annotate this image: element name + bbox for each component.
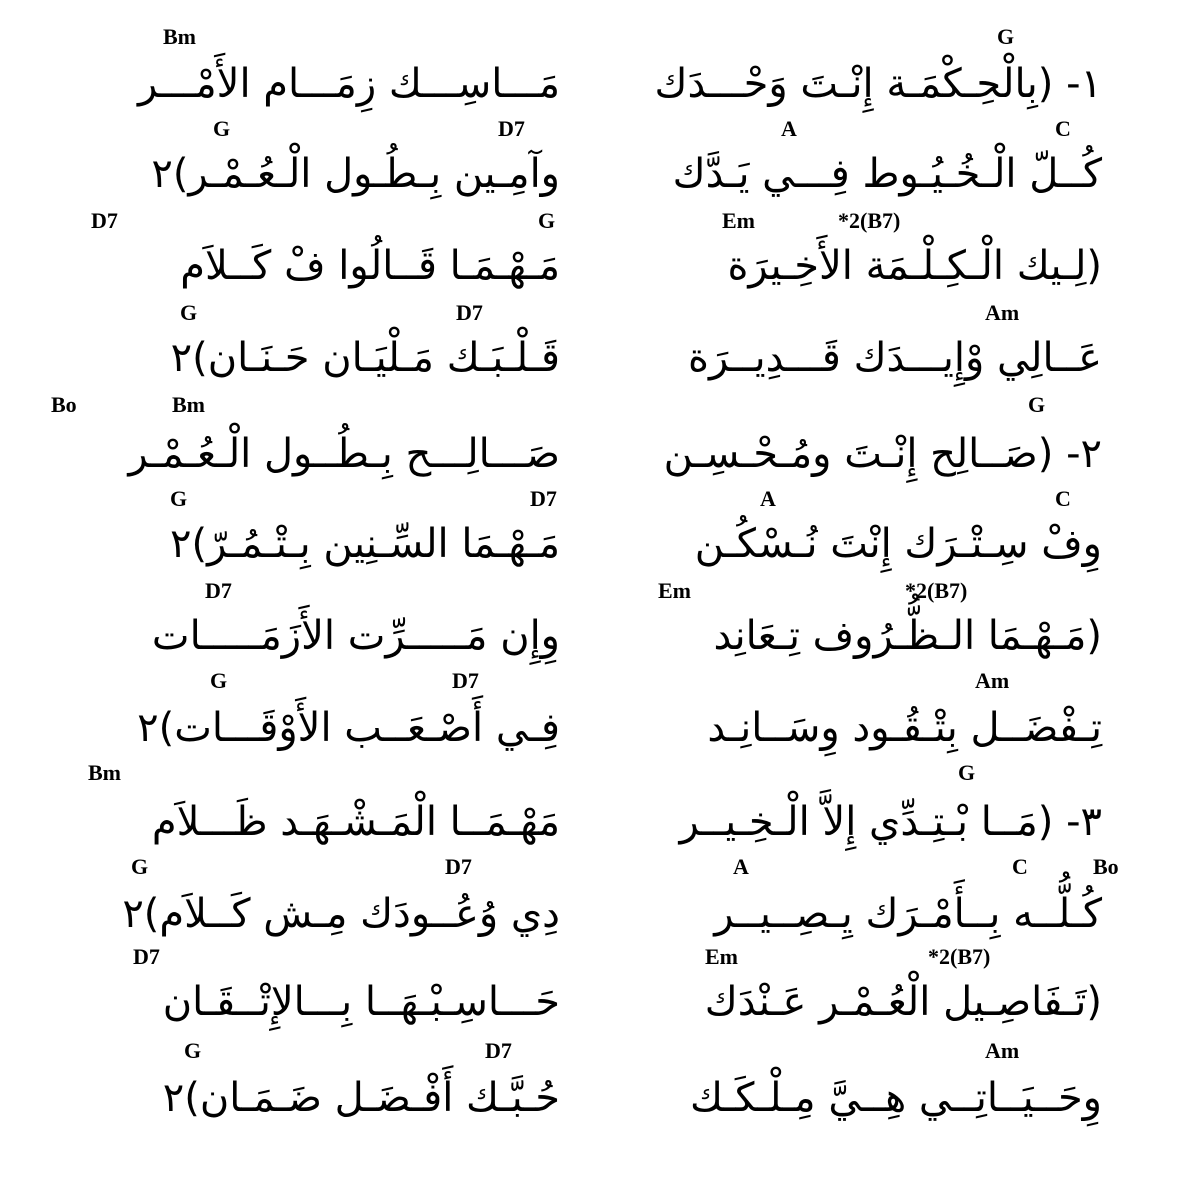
lyric-line: وِإِن مَـــــرِّت الأَزَمَـــــات xyxy=(151,613,560,659)
lyric-line: تِـفْضَــل بِتْـقُـود وِسَــانِـد xyxy=(707,705,1102,751)
chord: G xyxy=(958,760,976,785)
chord: Em xyxy=(722,208,755,233)
lyric-line: مَهْـمَــا الْمَـشْـهَـد ظَـــلاَم xyxy=(151,799,560,845)
lyric-line: حَـــاسِـبْـهَــا بِـــالإِتْــقَـان xyxy=(162,979,560,1025)
lyric-line: عَــالِي وْإِيـــدَك قَـــدِيــرَة xyxy=(687,335,1102,381)
lyric-line: صَـــالِـــح بِـطُــول الْـعُـمْـر xyxy=(128,431,560,477)
chord: Bm xyxy=(163,24,196,49)
chord: C xyxy=(1012,854,1028,879)
lyric-line: (تَـفَاصِـيل الْعُـمْـر عَـنْدَك xyxy=(704,979,1102,1025)
lyric-line: ٣- (مَــا بْـتِـدِّي إِلاَّ الْـخِـيــر xyxy=(679,799,1102,845)
lyric-line: وِحَــيَــاتِــي هِــيَّ مِـلْـكَـك xyxy=(689,1075,1102,1121)
chord: C xyxy=(1055,486,1071,511)
lyric-line: وِفْ سِـتْـرَك إِنْتَ نُـسْكُـن xyxy=(694,521,1102,567)
chord: G xyxy=(997,24,1015,49)
chord: G xyxy=(210,668,228,693)
chord: D7 xyxy=(133,944,160,969)
chord: D7 xyxy=(452,668,479,693)
chord: A xyxy=(781,116,797,141)
chord: *2(B7) xyxy=(905,578,968,603)
chord: Em xyxy=(705,944,738,969)
chord: A xyxy=(760,486,776,511)
chord: D7 xyxy=(205,578,232,603)
lyric-line: دِي وُعُــودَك مِـش كَــلاَم)٢ xyxy=(122,891,560,937)
chord: Am xyxy=(975,668,1010,693)
chord: G xyxy=(131,854,149,879)
chord: D7 xyxy=(498,116,525,141)
chord: D7 xyxy=(445,854,472,879)
lyric-line: مَـهْـمَـا قَــالُوا فْ كَــلاَم xyxy=(180,243,560,289)
lyric-line: (لِـيك الْـكِـلْـمَة الأَخِـيرَة xyxy=(727,243,1102,289)
lyric-line: قَـلْـبَـك مَـلْيَـان حَـنَـان)٢ xyxy=(170,335,560,381)
chord: G xyxy=(213,116,231,141)
lyric-line: كُــلّ الْـخُـيُـوط فِـــي يَـدَّك xyxy=(672,151,1102,197)
chord: A xyxy=(733,854,749,879)
chord: Bo xyxy=(1093,854,1119,879)
lyric-line: حُـبَّـك أَفْـضَـل ضَـمَـان)٢ xyxy=(162,1075,560,1121)
chord: *2(B7) xyxy=(838,208,901,233)
chord: Bm xyxy=(88,760,121,785)
chord: G xyxy=(538,208,556,233)
lyric-line: مَـــاسِـــك زِمَـــام الأَمْـــر xyxy=(137,61,560,107)
chord: Bm xyxy=(172,392,205,417)
chord: Bo xyxy=(51,392,77,417)
lyric-line: فِـي أَصْـعَــب الأَوْقَـــات)٢ xyxy=(137,705,560,751)
lyric-line: كُـلُّــه بِــأَمْـرَك يِـصِــيــر xyxy=(714,891,1102,937)
chord: D7 xyxy=(456,300,483,325)
chord: G xyxy=(1028,392,1046,417)
chord: C xyxy=(1055,116,1071,141)
chord: Am xyxy=(985,300,1020,325)
lyric-line: ٢- (صَــالِح إِنْـتَ ومُـحْـسِـن xyxy=(663,431,1102,477)
chord: Em xyxy=(658,578,691,603)
chord: D7 xyxy=(530,486,557,511)
lyric-line: ١- (بِالْحِـكْمَـة إِنْـتَ وَحْـــدَك xyxy=(654,61,1102,107)
chord: D7 xyxy=(91,208,118,233)
chord: *2(B7) xyxy=(928,944,991,969)
chord: G xyxy=(180,300,198,325)
chord: G xyxy=(170,486,188,511)
lyric-line: مَـهْـمَا السِّـنِين بِـتْـمُـرّ)٢ xyxy=(170,521,560,567)
chord: G xyxy=(184,1038,202,1063)
chord: D7 xyxy=(485,1038,512,1063)
chord: Am xyxy=(985,1038,1020,1063)
lyric-line: وآمِـين بِـطُـول الْـعُـمْـر)٢ xyxy=(151,151,560,197)
lyric-line: (مَـهْـمَا الـظُّـرُوف تِـعَانِد xyxy=(713,613,1102,659)
